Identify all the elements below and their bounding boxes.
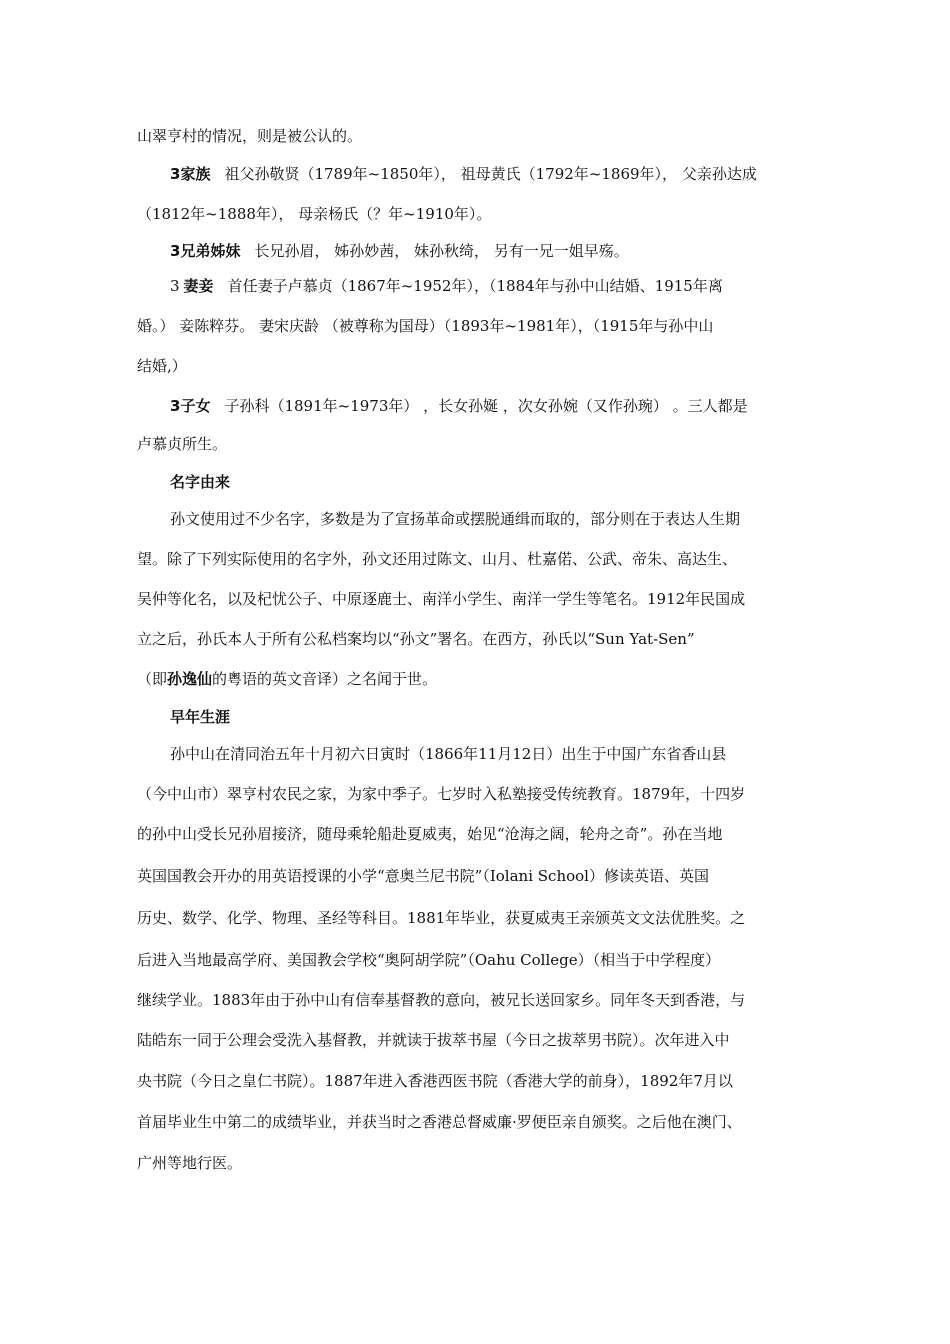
paragraph-line: 后进入当地最高学府、美国教会学校“奥阿胡学院”（Oahu College）（相当于中学程度） <box>137 951 721 969</box>
paragraph-line: 孙中山在清同治五年十月初六日寅时（1866年11月12日）出生于中国广东省香山县 <box>170 745 727 763</box>
paragraph-line: 央书院（今日之皇仁书院）。1887年进入香港西医书院（香港大学的前身），1892年7月以 <box>137 1072 733 1090</box>
paragraph-line: （1812年~1888年）， 母亲杨氏（？年~1910年）。 <box>137 205 492 223</box>
siblings-heading: 兄弟姊妹 <box>180 242 241 260</box>
paragraph-line: 望。除了下列实际使用的名字外，孙文还用过陈文、山月、杜嘉偌、公武、帝朱、高达生、 <box>137 550 738 568</box>
siblings-line <box>170 237 629 266</box>
paragraph-line: 结婚,） <box>137 357 187 375</box>
paragraph-line: 立之后，孙氏本人于所有公私档案均以“孙文”署名。在西方，孙氏以“Sun Yat-Sen” <box>137 630 695 648</box>
paragraph-line: 卢慕贞所生。 <box>137 435 228 453</box>
children-text: 子孙科（1891年~1973年） ，长女孙娫 ，次女孙婉（又作孙琬） 。三人都是 <box>224 397 748 415</box>
sun-yat-sen-name: 孙逸仙 <box>167 670 213 688</box>
family-text: 祖父孙敬贤（1789年~1850年）， 祖母黄氏（1792年~1869年）， 父亲孙达成 <box>224 165 757 183</box>
paragraph-line: 山翠亨村的情况，则是被公认的。 <box>137 127 363 145</box>
wives-heading: 妻妾 <box>183 277 214 295</box>
paragraph-text: 的粤语的英文音译）之名闻于世。 <box>212 670 438 688</box>
paragraph-line: 继续学业。1883年由于孙中山有信奉基督教的意向，被兄长送回家乡。同年冬天到香港，与 <box>137 991 746 1009</box>
wives-text: 首任妻子卢慕贞（1867年~1952年），（1884年与孙中山结婚、1915年离 <box>227 277 723 295</box>
paragraph-line: 的孙中山受长兄孙眉接济，随母乘轮船赴夏威夷，始见“沧海之阔，轮舟之奇”。孙在当地 <box>137 825 723 843</box>
paragraph-line: 婚。） 妾陈粹芬。 妻宋庆龄 （被尊称为国母）（1893年~1981年），（1915年与孙中山 <box>137 317 714 335</box>
siblings-number: 3 <box>170 242 181 260</box>
siblings-text: 长兄孙眉， 姊孙妙茜， 妹孙秋绮， 另有一兄一姐早殇。 <box>254 242 629 260</box>
family-number: 3 <box>170 165 181 183</box>
section-heading-early-life: 早年生涯 <box>170 708 231 726</box>
section-heading-name: 名字由来 <box>170 473 231 491</box>
paragraph-line: 广州等地行医。 <box>137 1154 243 1172</box>
paragraph-line: 英国国教会开办的用英语授课的小学“意奥兰尼书院”（Iolani School）修读英语、英国 <box>137 867 709 885</box>
wives-line <box>170 272 723 301</box>
paragraph-line: 陆皓东一同于公理会受洗入基督教，并就读于拔萃书屋（今日之拔萃男书院）。次年进入中 <box>137 1031 730 1049</box>
wives-number: 3 <box>170 277 180 295</box>
paragraph-text: （即 <box>137 670 168 688</box>
children-line <box>170 392 748 421</box>
paragraph-line: 孙文使用过不少名字，多数是为了宣扬革命或摆脱通缉而取的，部分则在于表达人生期 <box>170 510 741 528</box>
paragraph-line: 吴仲等化名，以及杞忧公子、中原逐鹿士、南洋小学生、南洋一学生等笔名。1912年民国成 <box>137 590 746 608</box>
paragraph-line <box>137 665 437 694</box>
family-line <box>170 160 757 189</box>
paragraph-line: 首届毕业生中第二的成绩毕业，并获当时之香港总督威廉·罗便臣亲自颁奖。之后他在澳门、 <box>137 1113 742 1131</box>
children-number: 3 <box>170 397 181 415</box>
paragraph-line: （今中山市）翠亨村农民之家，为家中季子。七岁时入私塾接受传统教育。1879年，十四岁 <box>137 785 746 803</box>
paragraph-line: 历史、数学、化学、物理、圣经等科目。1881年毕业，获夏威夷王亲颁英文文法优胜奖。之 <box>137 909 746 927</box>
children-heading: 子女 <box>180 397 211 415</box>
family-heading: 家族 <box>180 165 211 183</box>
